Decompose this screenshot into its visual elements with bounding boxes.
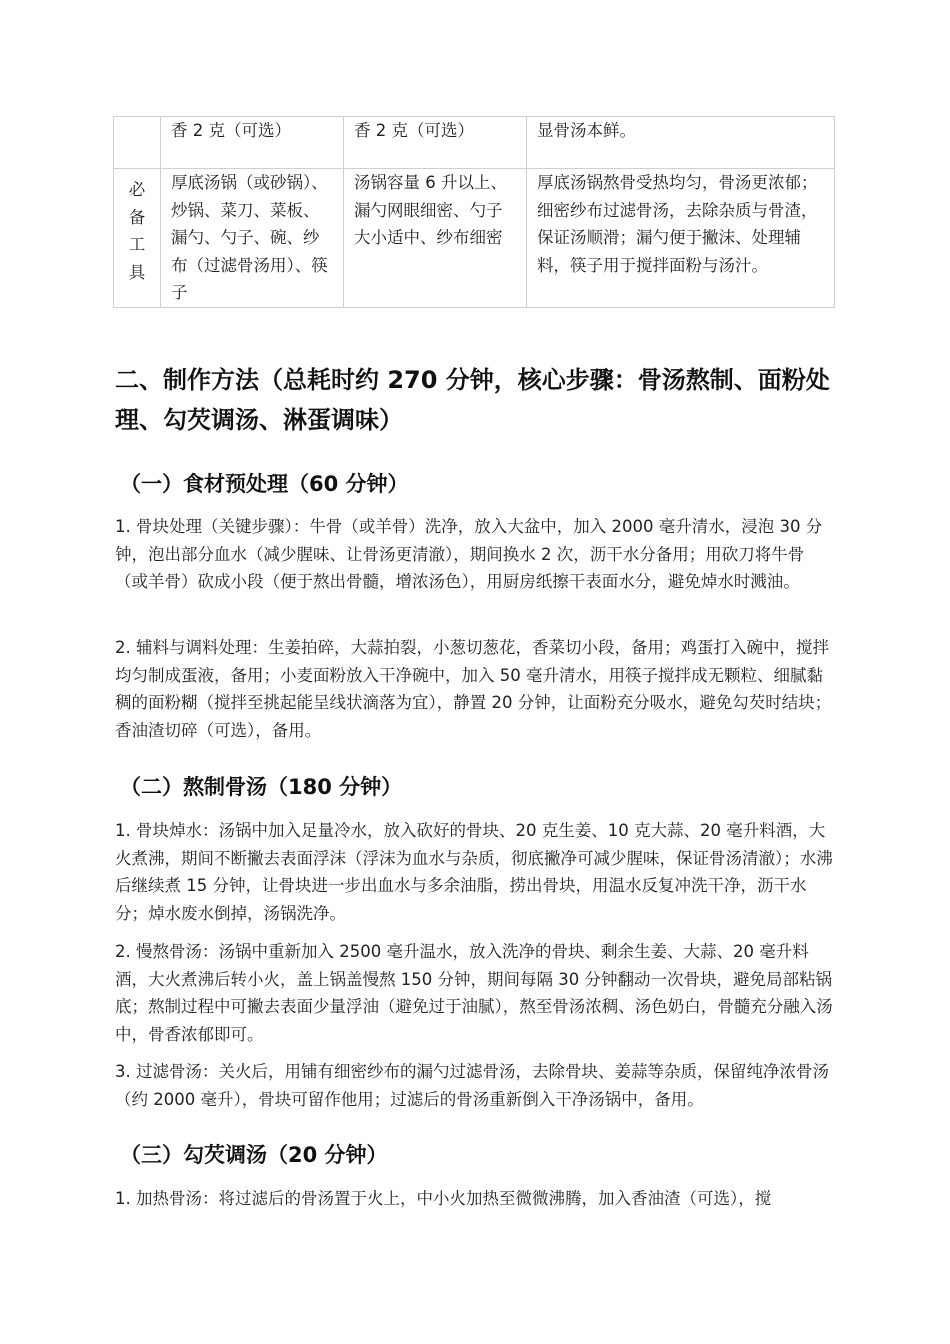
row-label-char: 必 <box>128 180 146 199</box>
table-row <box>114 169 835 308</box>
paragraph: 1. 骨块处理（关键步骤）：牛骨（或羊骨）洗净，放入大盆中，加入 2000 毫升清水，浸泡 30 分钟，泡出部分血水（减少腥味、让骨汤更清澈），期间换水 2 次，沥干水分备用；用砍刀将牛骨（或羊骨）砍成小段（便于熬出骨髓，增浓汤色），用厨房纸擦干表面水分，避免焯水时溅油。 <box>115 517 823 591</box>
paragraph: 2. 辅料与调料处理：生姜拍碎，大蒜拍裂，小葱切葱花，香菜切小段，备用；鸡蛋打入碗中，搅拌均匀制成蛋液，备用；小麦面粉放入干净碗中，加入 50 毫升清水，用筷子搅拌成无颗粒、细腻黏稠的面粉糊（搅拌至挑起能呈线状滴落为宜），静置 20 分钟，让面粉充分吸水，避免勾芡时结块；香油渣切碎（可选），备用。 <box>115 638 832 740</box>
subsection-heading: （一）食材预处理（60 分钟） <box>120 472 409 496</box>
row-label-char: 具 <box>128 262 146 282</box>
row-label-char: 工 <box>128 235 146 254</box>
table-row <box>114 117 835 169</box>
table-cell: 显骨汤本鲜。 <box>527 117 835 169</box>
table-cell <box>114 117 161 169</box>
subsection-heading: （二）熬制骨汤（180 分钟） <box>120 775 403 799</box>
row-label-char: 备 <box>128 207 146 227</box>
paragraph: 2. 慢熬骨汤：汤锅中重新加入 2500 毫升温水，放入洗净的骨块、剩余生姜、大蒜、20 毫升料酒，大火煮沸后转小火，盖上锅盖慢熬 150 分钟，期间每隔 30 分钟翻动一次骨块，避免局部粘锅底；熬制过程中可撇去表面少量浮油（避免过于油腻），熬至骨汤浓稠、汤色奶白，骨髓充分融入汤中，骨香浓郁即可。 <box>115 942 833 1044</box>
paragraph: 1. 骨块焯水：汤锅中加入足量冷水，放入砍好的骨块、20 克生姜、10 克大蒜、20 毫升料酒，大火煮沸，期间不断撇去表面浮沫（浮沫为血水与杂质，彻底撇净可减少腥味，保证骨汤清澈）；水沸后继续煮 15 分钟，让骨块进一步出血水与多余油脂，捞出骨块，用温水反复冲洗干净，沥干水分；焯水废水倒掉，汤锅洗净。 <box>115 821 833 923</box>
paragraph: 3. 过滤骨汤：关火后，用铺有细密纱布的漏勺过滤骨汤，去除骨块、姜蒜等杂质，保留纯净浓骨汤（约 2000 毫升），骨块可留作他用；过滤后的骨汤重新倒入干净汤锅中，备用。 <box>115 1062 829 1109</box>
paragraph: 1. 加热骨汤：将过滤后的骨汤置于火上，中小火加热至微微沸腾，加入香油渣（可选），搅 <box>115 1189 772 1208</box>
table-cell: 香 2 克（可选） <box>161 117 344 169</box>
table-cell: 厚底汤锅（或砂锅）、炒锅、菜刀、菜板、漏勺、勺子、碗、纱布（过滤骨汤用）、筷子 <box>161 169 344 308</box>
row-label-required-tools <box>114 169 161 308</box>
ingredients-tools-table <box>113 116 835 308</box>
table-cell: 汤锅容量 6 升以上、漏勺网眼细密、勺子大小适中、纱布细密 <box>344 169 527 308</box>
subsection-heading: （三）勾芡调汤（20 分钟） <box>120 1143 388 1167</box>
table-cell: 香 2 克（可选） <box>344 117 527 169</box>
section-heading: 二、制作方法（总耗时约 270 分钟，核心步骤：骨汤熬制、面粉处理、勾芡调汤、淋蛋调味） <box>115 366 830 434</box>
table-cell: 厚底汤锅熬骨受热均匀，骨汤更浓郁；细密纱布过滤骨汤，去除杂质与骨渣，保证汤顺滑；漏勺便于撇沫、处理辅料，筷子用于搅拌面粉与汤汁。 <box>527 169 835 308</box>
